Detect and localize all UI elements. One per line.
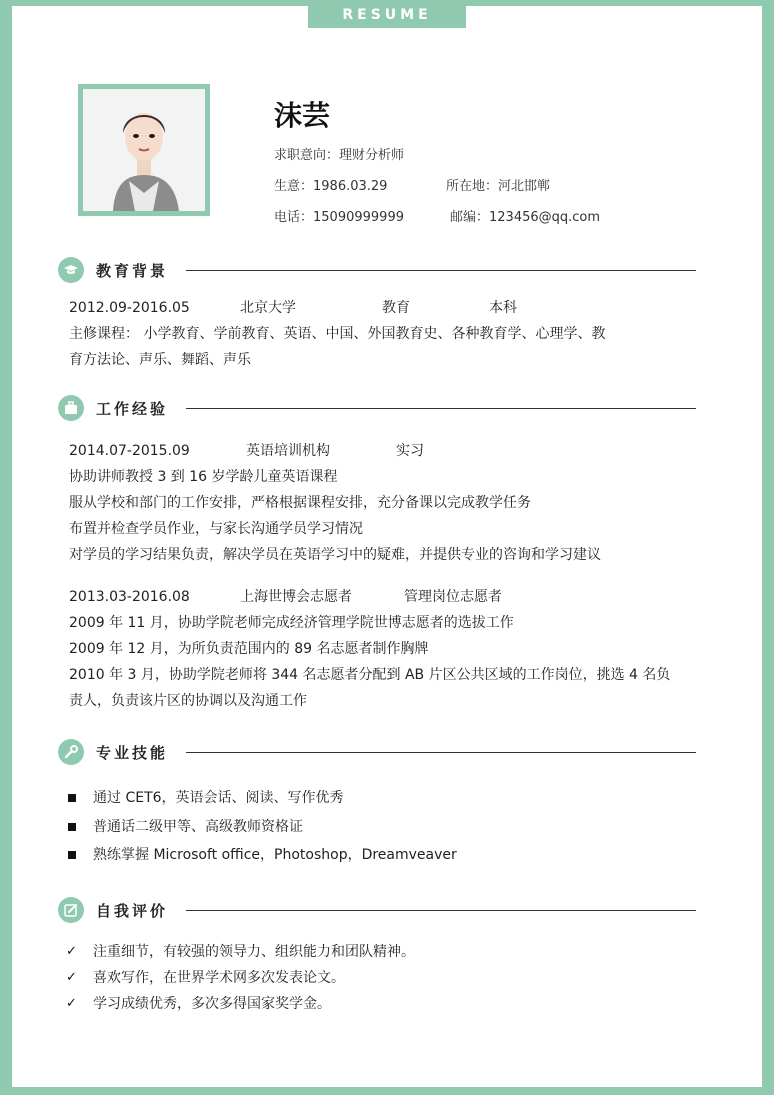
skill-item: 普通话二级甲等、高级教师资格证 [93,819,303,835]
bullet-square-icon [68,794,76,802]
job1-detail: 布置并检查学员作业，与家长沟通学员学习情况 [69,521,363,537]
edu-courses-line1: 主修课程： 小学教育、学前教育、英语、中国、外国教育史、各种教育学、心理学、教 [69,326,606,342]
section-divider [186,270,696,271]
section-divider [186,910,696,911]
section-self-evaluation [58,897,696,923]
job-objective: 求职意向：理财分析师 [274,148,405,163]
edu-date: 2012.09-2016.05 [69,300,190,316]
section-skills [58,739,696,765]
section-work [58,395,696,421]
job1-role: 实习 [396,443,424,459]
graduation-cap-icon [58,257,84,283]
job1-detail: 服从学校和部门的工作安排，严格根据课程安排，充分备课以完成教学任务 [69,495,531,511]
photo-frame [78,84,210,216]
checkmark-icon: ✓ [66,944,77,959]
checkmark-icon: ✓ [66,996,77,1011]
job2-org: 上海世博会志愿者 [240,589,352,605]
edit-icon [58,897,84,923]
self-item: 学习成绩优秀，多次多得国家奖学金。 [93,996,331,1012]
avatar [83,89,205,211]
briefcase-icon [58,395,84,421]
edu-courses-line2: 育方法论、声乐、舞蹈、声乐 [69,352,251,368]
job2-detail: 2010 年 3 月，协助学院老师将 344 名志愿者分配到 AB 片区公共区域的工作岗位，挑选 4 名负 [69,667,671,683]
skill-item: 熟练掌握 Microsoft office，Photoshop，Dreamveaver [93,847,457,863]
edu-degree: 本科 [489,300,517,316]
job2-role: 管理岗位志愿者 [404,589,502,605]
job1-date: 2014.07-2015.09 [69,443,190,459]
location: 所在地：河北邯郸 [446,179,551,194]
section-education [58,257,696,283]
wrench-icon [58,739,84,765]
resume-tab: RESUME [308,0,466,28]
bullet-square-icon [68,851,76,859]
section-divider [186,752,696,753]
section-title: 教育背景 [96,262,169,280]
skill-item: 通过 CET6，英语会话、阅读、写作优秀 [93,790,344,806]
job2-date: 2013.03-2016.08 [69,589,190,605]
person-name: 沫芸 [274,99,331,132]
edu-major: 教育 [382,300,410,316]
section-title: 自我评价 [96,902,169,920]
phone: 电话：15090999999 [274,210,404,225]
edu-school: 北京大学 [240,300,296,316]
job2-detail: 责人，负责该片区的协调以及沟通工作 [69,693,307,709]
portrait-illustration [83,89,205,211]
birth-date: 生意：1986.03.29 [274,179,388,194]
section-divider [186,408,696,409]
job1-detail: 协助讲师教授 3 到 16 岁学龄儿童英语课程 [69,469,338,485]
job1-detail: 对学员的学习结果负责，解决学员在英语学习中的疑难，并提供专业的咨询和学习建议 [69,547,601,563]
job2-detail: 2009 年 12 月，为所负责范围内的 89 名志愿者制作胸牌 [69,641,429,657]
section-title: 专业技能 [96,744,169,762]
checkmark-icon: ✓ [66,970,77,985]
section-title: 工作经验 [96,400,169,418]
self-item: 喜欢写作，在世界学术网多次发表论文。 [93,970,345,986]
self-item: 注重细节，有较强的领导力、组织能力和团队精神。 [93,944,415,960]
email: 邮编：123456@qq.com [450,210,601,225]
job1-org: 英语培训机构 [246,443,330,459]
job2-detail: 2009 年 11 月，协助学院老师完成经济管理学院世博志愿者的选拔工作 [69,615,514,631]
bullet-square-icon [68,823,76,831]
